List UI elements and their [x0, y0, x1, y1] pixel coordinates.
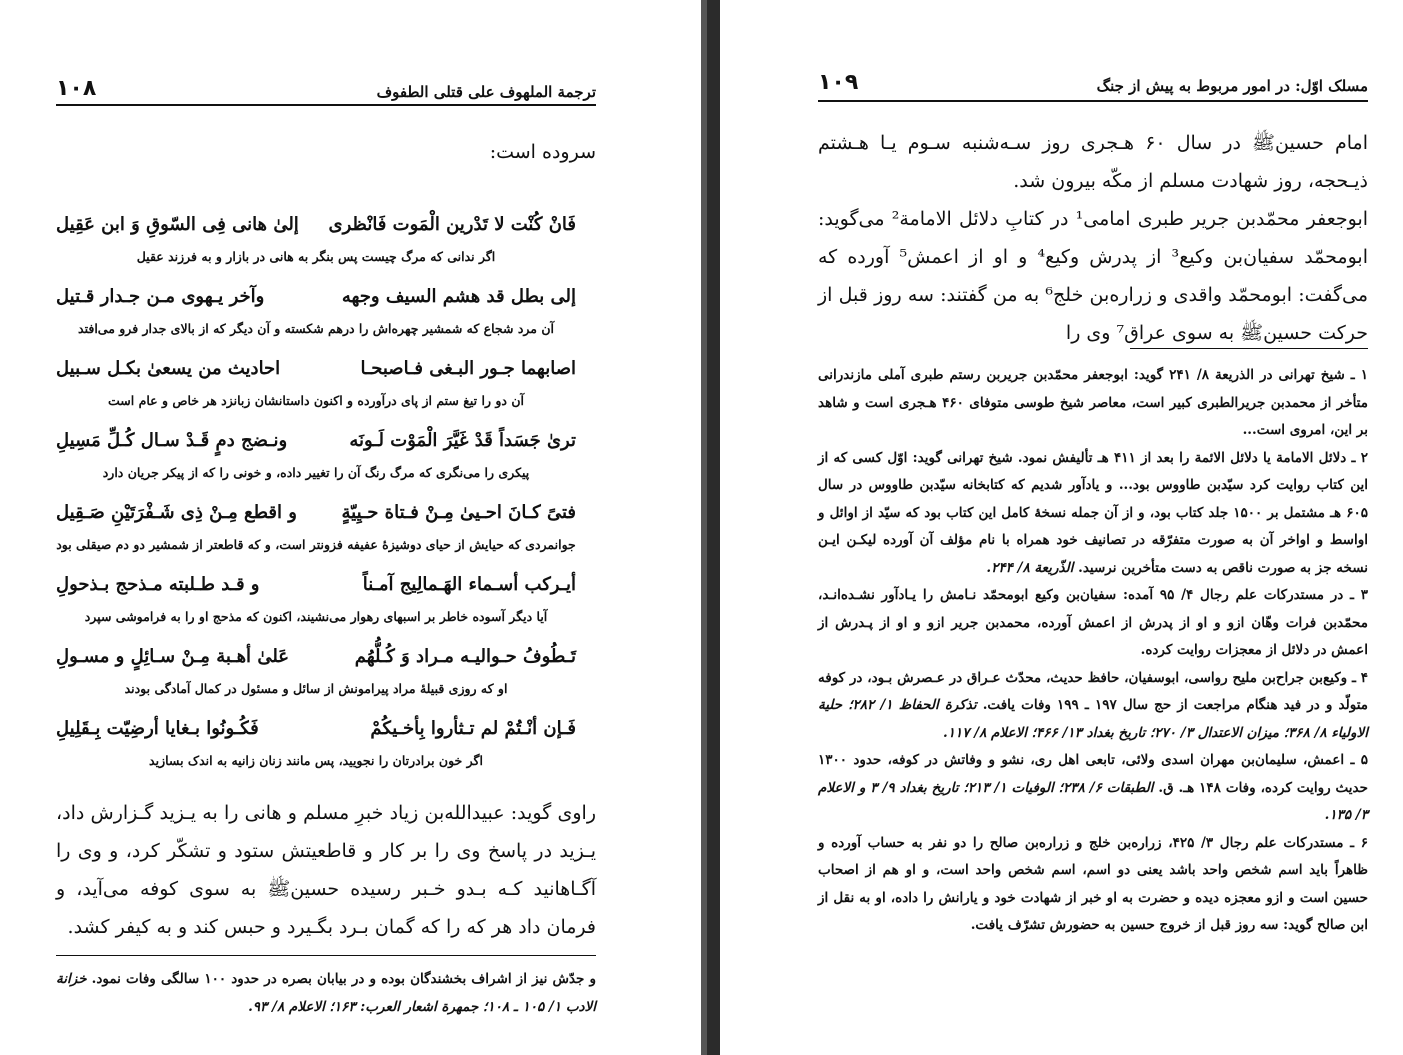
verse-pair [56, 280, 576, 352]
footnote-item [818, 830, 1368, 940]
verse-hemistich-first: فَانْ كُنْت لا تَدْرين الْمَوت فَانْظری [328, 214, 576, 235]
verse-translation: آن مرد شجاع که شمشیر چهره‌اش را درهم شکسته و آن دیگر که از بالای جدار فرو می‌افتد [78, 321, 554, 336]
verse-hemistich-first: فَـإن أنْـتُمْ لم تـثأروا بِأخـیکُمْ [370, 718, 576, 739]
verse-hemistich-first: إلی بطل قد هشم السیف وجهه [341, 286, 576, 307]
left-footnote-rule [56, 955, 596, 956]
left-page-header [56, 76, 596, 101]
verse-line [56, 208, 576, 242]
right-page-header [818, 70, 1368, 95]
verse-translation: پیکری را می‌نگری که مرگ رنگ آن را تغییر داده، و خونی را که از پیکر جریان دارد [102, 465, 530, 480]
narration-text: راوی گوید: عبیدالله‌بن زیاد خبرِ مسلم و هانی را به یـزید گـزارش داد، یـزید در پاسخ وی را بر کار و قاطعیتش ستود و تشکّر کرد، و وی را آگـاهانید کـه بـدو خـبر رسیده حسینﷺ به سوی کوفه می‌آید، و فرمان داد هر که را که گمان بـرد بگـیرد و حبس کند و به کیفر کشد. [56, 802, 596, 938]
left-header-rule [56, 104, 596, 106]
verse-line [56, 568, 576, 602]
left-header-title: ترجمة الملهوف على قتلى الطفوف [376, 83, 596, 101]
verse-pair [56, 712, 576, 784]
verse-hemistich-second: عَلیٰ أهـبة مِـنْ سـائِلٍ و مسـولِ [56, 646, 290, 667]
right-body [818, 124, 1368, 352]
verse-pair [56, 352, 576, 424]
verse-pair [56, 640, 576, 712]
body-paragraph: امام حسینﷺ در سال ۶۰ هـجری روز سـه‌شنبه سـوم یـا هـشتم ذیـحجه، روز شهادت مسلم از مکّه بیرون شد. [818, 132, 1368, 192]
right-header-title: مسلک اوّل: در امور مربوط به پیش از جنگ [1096, 77, 1368, 95]
footnote-item [818, 362, 1368, 445]
poem-intro [56, 133, 596, 171]
body-paragraph: ابوجعفر محمّدبن جریر طبری امامی¹ در کتابِ دلائل الامامة² می‌گوید: ابومحمّد سفیان‌بن وکیع³ از پدرش وکیع⁴ و او از اعمش⁵ آورده که می‌گفت: ابومحمّد واقدی و زراره‌بن خلج⁶ به من گفتند: سه روز قبل از حرکت حسینﷺ به سوی عراق⁷ وی را [818, 208, 1369, 344]
footnote-text: ۲ ـ دلائل الامامة یا دلائل الائمة را بعد از ۴۱۱ هـ تألیفش نمود. شیخ تهرانی گوید: اوّل کسی که از این کتاب روایت کرد سیّدبن طاووس بود... و یادآور شدیم که کتابخانه سیّدبن طاووس در سال ۶۰۵ هـ مشتمل بر ۱۵۰۰ جلد کتاب بود، و از آن جمله نسخهٔ کامل این کتاب بود که سیّد از اوائل و اواسط و اواخر آن به صورت متفرّقه در تصانیف خود همراه با نام مؤلف آن آورده لیکـن ایـن نسخه جز به صورت ناقص به دست متأخرین نرسید. [818, 449, 1369, 576]
verse-line [56, 352, 576, 386]
verse-translation: آن دو را تیغ ستم از پای درآورده و اکنون داستانشان زبانزد هر خاص و عام است [108, 393, 524, 408]
book-gutter [701, 0, 720, 1055]
left-footnote [56, 966, 596, 1021]
verse-hemistich-first: فتیً کـانَ احـییٰ مِـنْ فـتاة حـیِیّةٍ [341, 502, 576, 523]
verse-translation: آیا دیگر آسوده خاطر بر اسبهای رهوار می‌نشیند، اکنون که مذحج او را به فراموشی سپرد [84, 609, 548, 624]
verse-line [56, 640, 576, 674]
verse-hemistich-second: ونـضج دمٍ قَـدْ سـال کُـلِّ مَسِیلِ [56, 430, 288, 451]
verse-pair [56, 424, 576, 496]
verse-translation: او که روزی قبیلهٔ مراد پیرامونش از سائل و مسئول در کمال آمادگی بودند [124, 681, 508, 696]
footnote-text: ۳ ـ در مستدرکات علم رجال ۴/ ۹۵ آمده: سفیان‌بن وکیع ابومحمّد نـامش را یـادآور نشـده‌انـد، محمّدبن فرات وهّان ازو و او از پدرش از اعمش آورده، محمدبن جریر ازو و او از پـدرش از اعمش در دلائل از معجزات روایت کرده. [818, 587, 1368, 658]
footnote-text: ۱ ـ شیخ تهرانی در الذریعة ۸/ ۲۴۱ گوید: ابوجعفر محمّدبن جریربن رستم طبری آملی مازندرانی متأخر از محمدبن جریرالطبری کبیر است، معاصر شیخ طوسی متوفای ۴۶۰ هـجری است و شاهد بر این، امروی است... [818, 367, 1369, 438]
verse-translation: اگر ندانی که مرگ چیست پس بنگر به هانی در بازار و به فرزند عقیل [136, 249, 496, 264]
verse-hemistich-first: اصابهما جـور البـغی فـاصبحـا [360, 358, 576, 379]
footnote-item [818, 445, 1368, 583]
verse-translation: اگر خون برادرتان را نجویید، پس مانند زنان زانیه به اندک بسازید [149, 753, 483, 768]
right-page [720, 0, 1403, 1055]
footnote-item [818, 665, 1368, 748]
left-page-number: ۱۰۸ [56, 76, 97, 101]
right-page-number: ۱۰۹ [818, 70, 859, 95]
verse-translation: جوانمردی که حیایش از حیای دوشیزهٔ عفیفه فزونتر است، و که قاطعتر از شمشیر دو دم صیقلی بود [56, 537, 576, 552]
right-footnotes [818, 362, 1368, 940]
verse-pair [56, 496, 576, 568]
left-footnote-text: و جدّش نیز از اشراف بخشندگان بوده و در بیابان بصره در حدود ۱۰۰ سالگی وفات نمود. [91, 971, 597, 987]
verse-hemistich-first: تَـطُوفُ حـوالیـه مـراد وَ کُـلُّهُم [354, 646, 576, 667]
verse-hemistich-first: تریٰ جَسَداً قَدْ غَیَّرَ الْمَوْت لَـونَه [349, 430, 576, 451]
verse-hemistich-second: إلیٰ هانی فِی السّوقِ وَ ابن عَقِیل [56, 214, 299, 235]
footnote-item [818, 582, 1368, 665]
poem [56, 208, 576, 784]
verse-line [56, 496, 576, 530]
verse-hemistich-second: و اقطع مِـنْ ذِی شَـفْرَتَیْنِ صَـقِیل [56, 502, 297, 523]
footnote-item [818, 747, 1368, 830]
verse-line [56, 280, 576, 314]
footnote-source: تذکرة الحفاظ ۱/ ۲۸۲؛ حلیة الاولیاء ۸/ ۳۶۸؛ میزان الاعتدال ۳/ ۲۷۰؛ تاریخ بغداد ۱۳/ ۴۶۶؛ الاعلام ۸/ ۱۱۷. [818, 697, 1368, 741]
verse-pair [56, 208, 576, 280]
footnote-text: ۵ ـ اعمش، سلیمان‌بن مهران اسدی ولائی، تابعی اهل ری، نشو و وفاتش در کوفه، حدود ۱۳۰۰ حدیث روایت کرده، وفات ۱۴۸ هـ. ق. [818, 752, 1368, 796]
narration-paragraph [56, 794, 596, 946]
footnote-text: ۴ ـ وکیع‌بن جراح‌بن ملیح رواسی، ابوسفیان، حافظ حدیث، محدّث عـراق در عـصرش بـود، در کوفه متولّد و در فید هنگام مراجعت از حج سال ۱۹۷ ـ ۱۹۹ وفات یافت. [818, 669, 1369, 713]
right-footnote-rule [1130, 348, 1368, 349]
verse-hemistich-second: و قـد طـلبته مـذحج بـذحولِ [56, 574, 260, 595]
footnote-text: ۶ ـ مستدرکات علم رجال ۳/ ۴۲۵، زراره‌بن خلج و زراره‌بن صالح را دو نفر به حساب آورده و ظاهراً باید اسم شخص واحد باشد یعنی دو اسم، اسم شخص واحد است، و او هم از اصحاب حسین است و ازو معجزه دیده و حضرت به او خبر از شهادت خود و یارانش را داده، او به نقل از ابن صالح گوید: سه روز قبل از خروج حسین به حضورش تشرّف یافت. [818, 834, 1368, 933]
verse-line [56, 424, 576, 458]
footnote-source: الذّریعة ۸/ ۲۴۴. [986, 559, 1074, 576]
right-header-rule [818, 100, 1368, 102]
verse-hemistich-second: فَکُـونُوا بـغایا أرضِیّت بِـقَلِیلِ [56, 718, 259, 739]
verse-hemistich-second: وآخر یـهوی مـن جـدار قـتیل [56, 286, 265, 307]
left-page [0, 0, 701, 1055]
verse-hemistich-first: أیـرکب أسـماء الهَـمالِیج آمـناً [362, 574, 576, 595]
verse-pair [56, 568, 576, 640]
verse-hemistich-second: احادیث من یسعیٰ بکـل سـبیل [56, 358, 281, 379]
left-footnote-source: خزانة الادب ۱/ ۱۰۵ ـ ۱۰۸؛ جمهرة اشعار العرب: ۱۶۳؛ الاعلام ۸/ ۹۳. [56, 971, 596, 1015]
footnote-source: الطبقات ۶/ ۲۳۸؛ الوفیات ۱/ ۲۱۳؛ تاریخ بغداد ۹/ ۳ و الاعلام ۳/ ۱۳۵. [818, 779, 1368, 823]
gutter-shadow [701, 0, 707, 1055]
verse-line [56, 712, 576, 746]
poem-intro-text: سروده است: [489, 141, 596, 163]
